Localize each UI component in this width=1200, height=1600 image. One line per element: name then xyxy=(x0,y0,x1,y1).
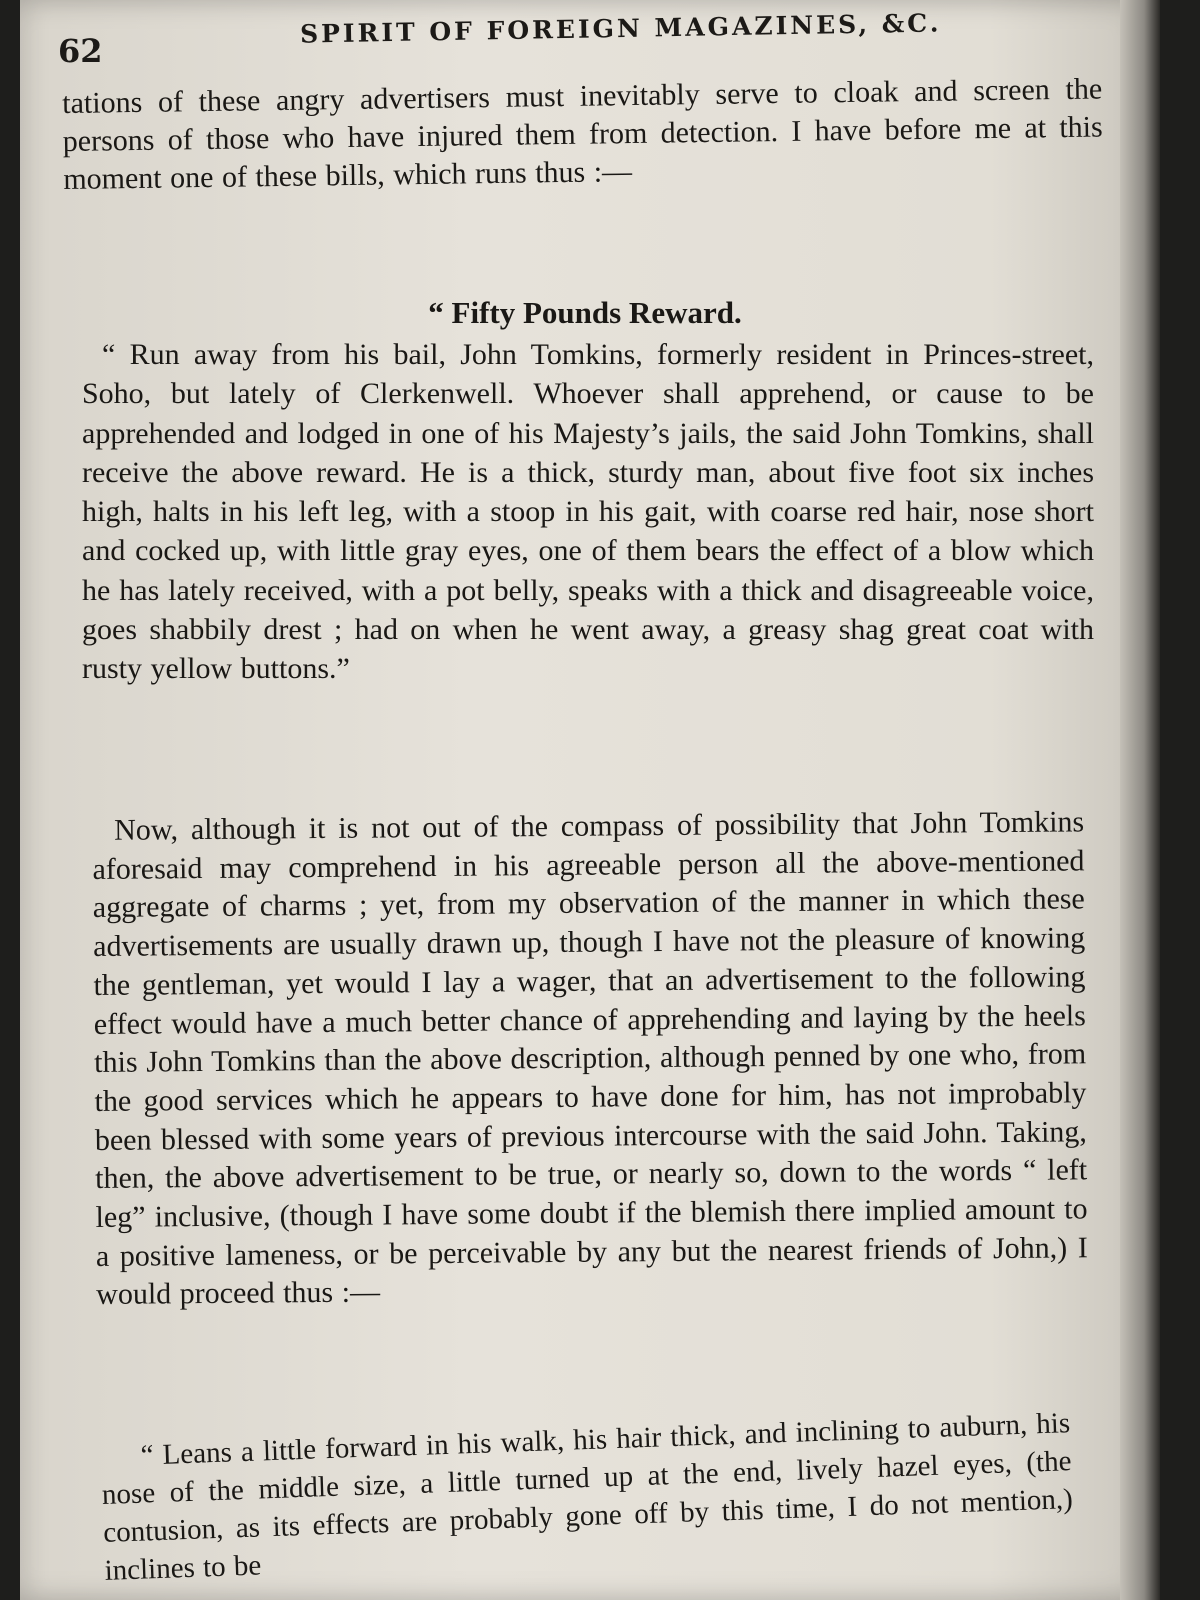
book-spine-edge xyxy=(1120,0,1160,1600)
paragraph-proposed-advertisement: “ Leans a little forward in his walk, his hair thick, and inclining to auburn, his nose of the middle size, a little turned up at the end, lively hazel eyes, (the contusion, as its effects are probably gone off by this time, I do not mention,) inclines to be xyxy=(101,1407,1074,1587)
running-title: SPIRIT OF FOREIGN MAGAZINES, &C. xyxy=(299,8,942,49)
book-page xyxy=(20,0,1160,1600)
paragraph-intro: tations of these angry advertisers must inevitably serve to cloak and screen the persons of those who have injured them from detection. I have before me at this moment one of these bills, which runs thus :— xyxy=(62,72,1103,196)
page-header xyxy=(50,8,1110,70)
advertisement-text: “ Run away from his bail, John Tomkins, formerly resident in Princes-street, Soho, but lately of Clerkenwell. Whoever shall apprehend, or cause to be apprehended and lodged in one of his Majesty’s jails, the said John Tomkins, shall receive the above reward. He is a thick, sturdy man, about five foot six inches high, halts in his left leg, with a stoop in his gait, with coarse red hair, nose short and cocked up, with little gray eyes, one of them bears the effect of a blow which he has lately received, with a pot belly, speaks with a thick and disagreeable voice, goes shabbily drest ; had on when he went away, a greasy shag great coat with rusty yellow buttons.” xyxy=(82,338,1094,686)
paragraph-commentary: Now, although it is not out of the compass of possibility that John Tomkins aforesaid may comprehend in his agreeable person all the above-mentioned aggregate of charms ; yet, from my observation of the manner in which these advertisements are usually drawn up, though I have not the pleasure of knowing the gentleman, yet would I lay a wager, that an advertisement to the following effect would have a much better chance of apprehending and laying by the heels this John Tomkins than the above description, although penned by one who, from the good services which he appears to have done for him, has not improbably been blessed with some years of previous intercourse with the said John. Taking, then, the above advertisement to be true, or nearly so, down to the words “ left leg” inclusive, (though I have some doubt if the blemish there implied amount to a positive lameness, or be perceivable by any but the nearest friends of John,) I would proceed thus :— xyxy=(92,805,1088,1312)
advertisement-title: “ Fifty Pounds Reward. xyxy=(428,295,742,330)
page-number: 62 xyxy=(58,32,103,70)
